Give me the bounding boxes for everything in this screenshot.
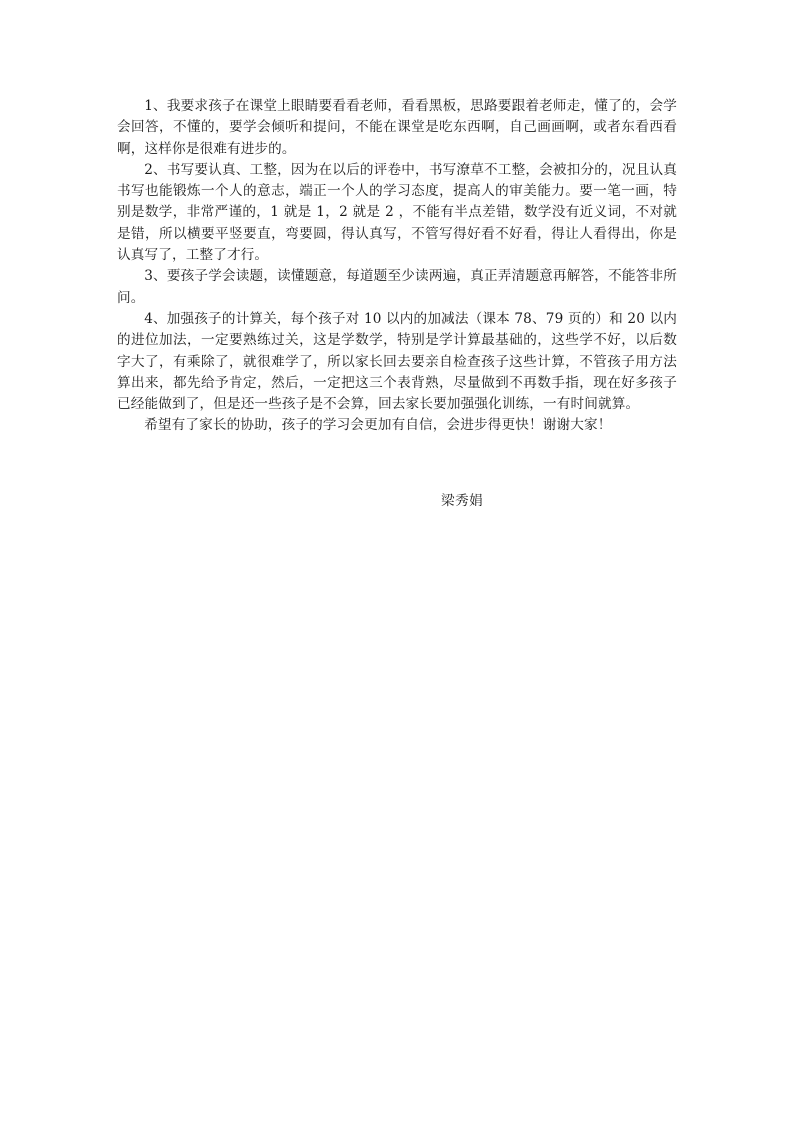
paragraph-requirement-4: 4、加强孩子的计算关，每个孩子对 10 以内的加减法（课本 78、79 页的）和 20 以内的进位加法，一定要熟练过关，这是学数学，特别是学计算最基础的，这些学不好，以后数字大了，有乘除了，就很难学了，所以家长回去要亲自检查孩子这些计算，不管孩子用方法算出来，都先给予肯定，然后，一定把这三个表背熟，尽量做到不再数手指，现在好多孩子已经能做到了，但是还一些孩子是不会算，回去家长要加强强化训练，一有时间就算。: [117, 310, 677, 413]
paragraph-requirement-3: 3、要孩子学会读题，读懂题意，每道题至少读两遍，真正弄清题意再解答，不能答非所问。: [117, 268, 677, 306]
paragraph-requirement-1: 1、我要求孩子在课堂上眼睛要看看老师，看看黑板，思路要跟着老师走，懂了的，会学会回答，不懂的，要学会倾听和提问，不能在课堂是吃东西啊，自己画画啊，或者东看西看啊，这样你是很难有进步的。: [117, 98, 677, 157]
paragraph-closing: 希望有了家长的协助，孩子的学习会更加有自信，会进步得更快！谢谢大家！: [144, 417, 612, 434]
document-body: [117, 96, 677, 437]
paragraph-requirement-2: 2、书写要认真、工整，因为在以后的评卷中，书写潦草不工整，会被扣分的，况且认真书写也能锻炼一个人的意志，端正一个人的学习态度，提高人的审美能力。要一笔一画，特别是数学，非常严谨的，1 就是 1，2 就是 2 ，不能有半点差错，数学没有近义词，不对就是错，所以横要平竖要直，弯要圆，得认真写，不管写得好看不好看，得让人看得出，你是认真写了，工整了才行。: [117, 161, 677, 264]
signature-name: 梁秀娟: [441, 493, 484, 509]
